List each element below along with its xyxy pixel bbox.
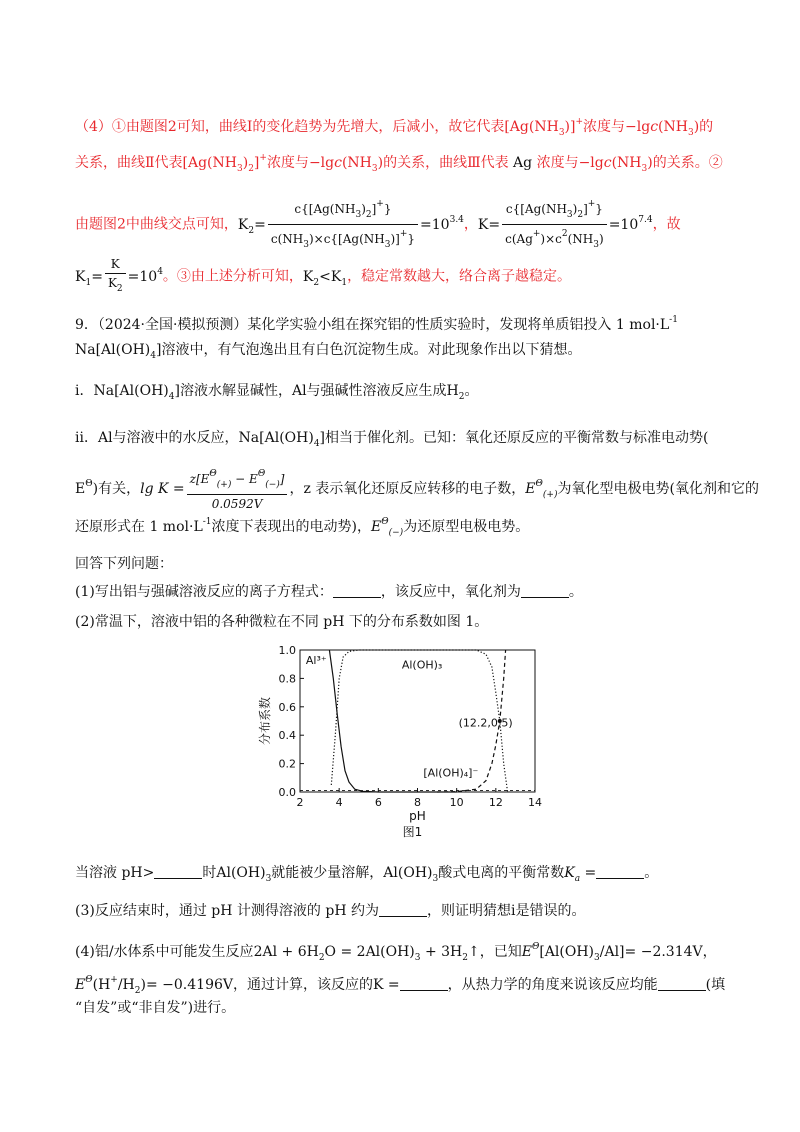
text: = <box>580 865 597 881</box>
y-tick-label: 0.2 <box>278 757 296 771</box>
text: =10 <box>608 216 639 233</box>
part-3 <box>75 901 740 921</box>
text: 7.4 <box>638 214 653 225</box>
formula-lgk: lg K = $\frac{z[E^\Theta_{(+)} - E^\Theta_{(-)}]}{0.0592V}$ <box>140 481 289 497</box>
formula-ka: $K_a$ <box>564 865 581 884</box>
text: 。③由上述分析可知， <box>162 268 303 285</box>
text: 4 <box>157 266 163 277</box>
formula-al-oh3: $Al(OH)_3$ <box>216 865 272 884</box>
text: (4)铝/水体系中可能发生反应 <box>75 944 254 960</box>
text: 溶液中，有气泡逸出且有白色沉淀物生成。对此现象作出以下猜想。 <box>161 342 582 358</box>
x-tick-label: 8 <box>414 796 421 809</box>
answer-line-3 <box>75 196 740 253</box>
text: -1 <box>202 517 212 527</box>
answer-blank[interactable] <box>333 583 381 598</box>
formula-ag-nh3-complex: $[Ag(NH_3)]^+$ <box>504 117 584 138</box>
answer-blank[interactable] <box>521 583 569 598</box>
part-4 <box>75 937 740 968</box>
chart-annotation: Al(OH)₃ <box>401 658 443 672</box>
text: = −0.4196V，通过计算，该反应的 <box>145 977 373 993</box>
x-tick-label: 2 <box>296 796 304 809</box>
part-2 <box>75 612 740 632</box>
text: (2)常温下，溶液中铝的各种微粒在不同 pH 下的分布系数如图 1。 <box>75 614 489 630</box>
y-tick-label: 0.8 <box>278 672 296 686</box>
text: (1)写出铝与强碱溶液反应的离子方程式： <box>75 584 333 600</box>
text: ⅰ． <box>75 383 94 399</box>
text: K = <box>373 977 400 993</box>
y-axis-label: 分布系数 <box>258 696 272 746</box>
text: =10 <box>420 216 450 233</box>
x-tick-label: 12 <box>488 796 503 809</box>
text: (3)反应结束时，通过 pH 计测得溶液的 pH 约为 <box>75 903 379 919</box>
text: ⅱ．Al与溶液中的水反应， <box>75 430 239 446</box>
text: 浓度下表现出的电动势)， <box>211 519 371 535</box>
y-tick-label: 0.4 <box>278 729 296 743</box>
part-4-line-2 <box>75 970 740 1001</box>
formula-e-h: $E^\Theta$ <box>75 975 93 993</box>
text: （4）①由题图2可知，曲线Ⅰ的变化趋势为先增大，后减小，故它代表 <box>75 119 505 135</box>
y-tick-label: 0.6 <box>278 700 296 714</box>
text: (填 <box>705 977 726 993</box>
formula-al-oh3: $Al(OH)_3$ <box>383 865 439 884</box>
y-tick-label: 1.0 <box>278 644 296 657</box>
formula-al-couple: $[Al(OH)_3/Al]$ <box>539 944 625 963</box>
text: 为还原型电极电势。 <box>403 519 530 535</box>
text: ，稳定常数越大，络合离子越稳定。 <box>347 268 572 285</box>
text: -1 <box>669 315 678 325</box>
text: ， <box>463 216 478 233</box>
text: 。 <box>644 865 659 881</box>
text: ，已知 <box>479 944 522 960</box>
x-tick-label: 10 <box>449 796 464 809</box>
formula-k1: $K_1=$ $\frac{K}{K_2}$ $=10^4$ <box>75 257 163 294</box>
text: 由题图2中曲线交点可知， <box>75 216 238 233</box>
text: 溶液水解显碱性，Al与强碱性溶液反应生成H <box>179 383 459 399</box>
text: ，从热力学的角度来说该反应均能 <box>447 977 658 993</box>
text: 浓度与 <box>583 119 626 135</box>
text: ，z 表示氧化还原反应转移的电子数， <box>289 481 526 497</box>
text: ，故 <box>652 216 681 233</box>
hypothesis-2-end <box>75 512 740 543</box>
answer-line-4 <box>75 256 740 297</box>
formula-e-minus: $E^\Theta_{(-)}$ <box>371 517 404 538</box>
chart-annotation: (12.2,0.5) <box>458 716 513 730</box>
text: 。 <box>464 383 479 399</box>
formula-e-al: $E^\Theta$ <box>521 942 540 960</box>
answer-line-2 <box>75 148 740 179</box>
formula-h-couple: $(H^+/H_2)$ <box>92 975 146 996</box>
text: 的 <box>699 119 714 135</box>
part-1 <box>75 582 740 602</box>
formula-k2-lt-k1: $K_2<K_1$ <box>302 268 348 288</box>
text: )有关， <box>92 481 141 497</box>
distribution-chart <box>255 642 555 852</box>
formula-k2: $K_2=$ $\frac{c\{[Ag(NH_3)_2]^+\}}{c(NH_3)\times c\{[Ag(NH_3)]^+\}}$ $=10^{3.4}$ <box>238 217 464 233</box>
x-tick-label: 6 <box>374 796 382 809</box>
text: “自发”或“非自发”)进行。 <box>75 1000 236 1016</box>
hypothesis-1: ⅰ．$Na[Al(OH)_4]$溶液水解显碱性，Al与强碱性溶液反应生成$H_2$。 <box>75 383 479 402</box>
answer-blank[interactable] <box>596 864 644 879</box>
text: 3.4 <box>449 214 464 225</box>
answer-prompt <box>75 554 740 574</box>
text: ，该反应中，氧化剂为 <box>380 584 521 600</box>
text: 相当于催化剂。已知：氧化还原反应的平衡常数与标准电动势( <box>325 430 709 446</box>
formula-na-al-oh4: $Na[Al(OH)_4]$ <box>93 383 180 402</box>
formula-na-al-oh4: $Na[Al(OH)_4]$ <box>238 430 326 449</box>
text: = −2.314V， <box>624 944 717 960</box>
text: 回答下列问题： <box>75 556 173 572</box>
q9-intro-2 <box>75 340 740 366</box>
text: 就能被少量溶解， <box>271 865 384 881</box>
chart-annotation: [Al(OH)₄]⁻ <box>423 766 479 780</box>
x-axis-label: pH <box>409 809 426 823</box>
q9-intro <box>75 310 740 335</box>
formula-reaction: $2Al + 6H_2O = 2Al(OH)_3$ + $3H_2↑$ <box>253 944 480 963</box>
text: 关系，曲线Ⅱ代表 <box>75 155 183 171</box>
answer-line-1 <box>75 112 740 143</box>
text: 9．（2024·全国·模拟预测）某化学实验小组在探究铝的性质实验时，发现将单质铝投入 1 mol·L <box>75 317 670 333</box>
text: 浓度与 <box>266 155 309 171</box>
y-tick-label: 0.0 <box>278 786 296 799</box>
text: 。 <box>568 584 583 600</box>
answer-blank[interactable] <box>400 976 448 991</box>
x-tick-label: 4 <box>335 796 343 809</box>
x-tick-label: 14 <box>528 796 542 809</box>
formula-e-plus: $E^\Theta_{(+)}$ <box>525 479 558 500</box>
part-2-question <box>75 863 740 889</box>
text: 酸式电离的平衡常数 <box>438 865 565 881</box>
text: 的关系，曲线Ⅲ代表 <box>383 155 509 171</box>
formula-neg-lg-c: $-\lg c(NH_3)$ <box>578 155 653 174</box>
text: 还原形式在 1 mol·L <box>75 519 203 535</box>
text: =10 <box>127 268 158 285</box>
text: 的关系。② <box>652 155 723 171</box>
chart-annotation: Al³⁺ <box>305 654 327 668</box>
answer-blank[interactable] <box>379 902 427 917</box>
formula-neg-lg-c: $-\lg c(NH_3)$ <box>625 119 700 138</box>
answer-blank[interactable] <box>658 976 706 991</box>
text: 浓度与 <box>536 155 579 171</box>
text: ，则证明猜想ⅰ是错误的。 <box>426 903 586 919</box>
text: 为氧化型电极电势(氧化剂和它的 <box>557 481 759 497</box>
text: 时 <box>202 865 217 881</box>
formula-ag-nh3-2-complex: $[Ag(NH_3)_2]^+$ <box>182 153 267 174</box>
formula-na-al-oh4: $Na[Al(OH)_4]$ <box>75 342 162 361</box>
answer-blank[interactable] <box>154 864 202 879</box>
hypothesis-2 <box>75 428 740 454</box>
formula-e-theta: $E^\Theta$ <box>75 479 93 497</box>
part-4-line-3 <box>75 998 740 1018</box>
formula-neg-lg-c: $-\lg c(NH_3)$ <box>308 155 384 174</box>
formula-k: K= $\frac{c\{[Ag(NH_3)_2]^+\}}{c(Ag^+)\times c^2(NH_3)}$ $=10^{7.4}$ <box>478 217 653 233</box>
formula-ag: Ag <box>508 155 537 171</box>
chart-title: 图1 <box>402 825 423 839</box>
hypothesis-2-formula <box>75 466 759 512</box>
text: 当溶液 pH> <box>75 865 155 881</box>
